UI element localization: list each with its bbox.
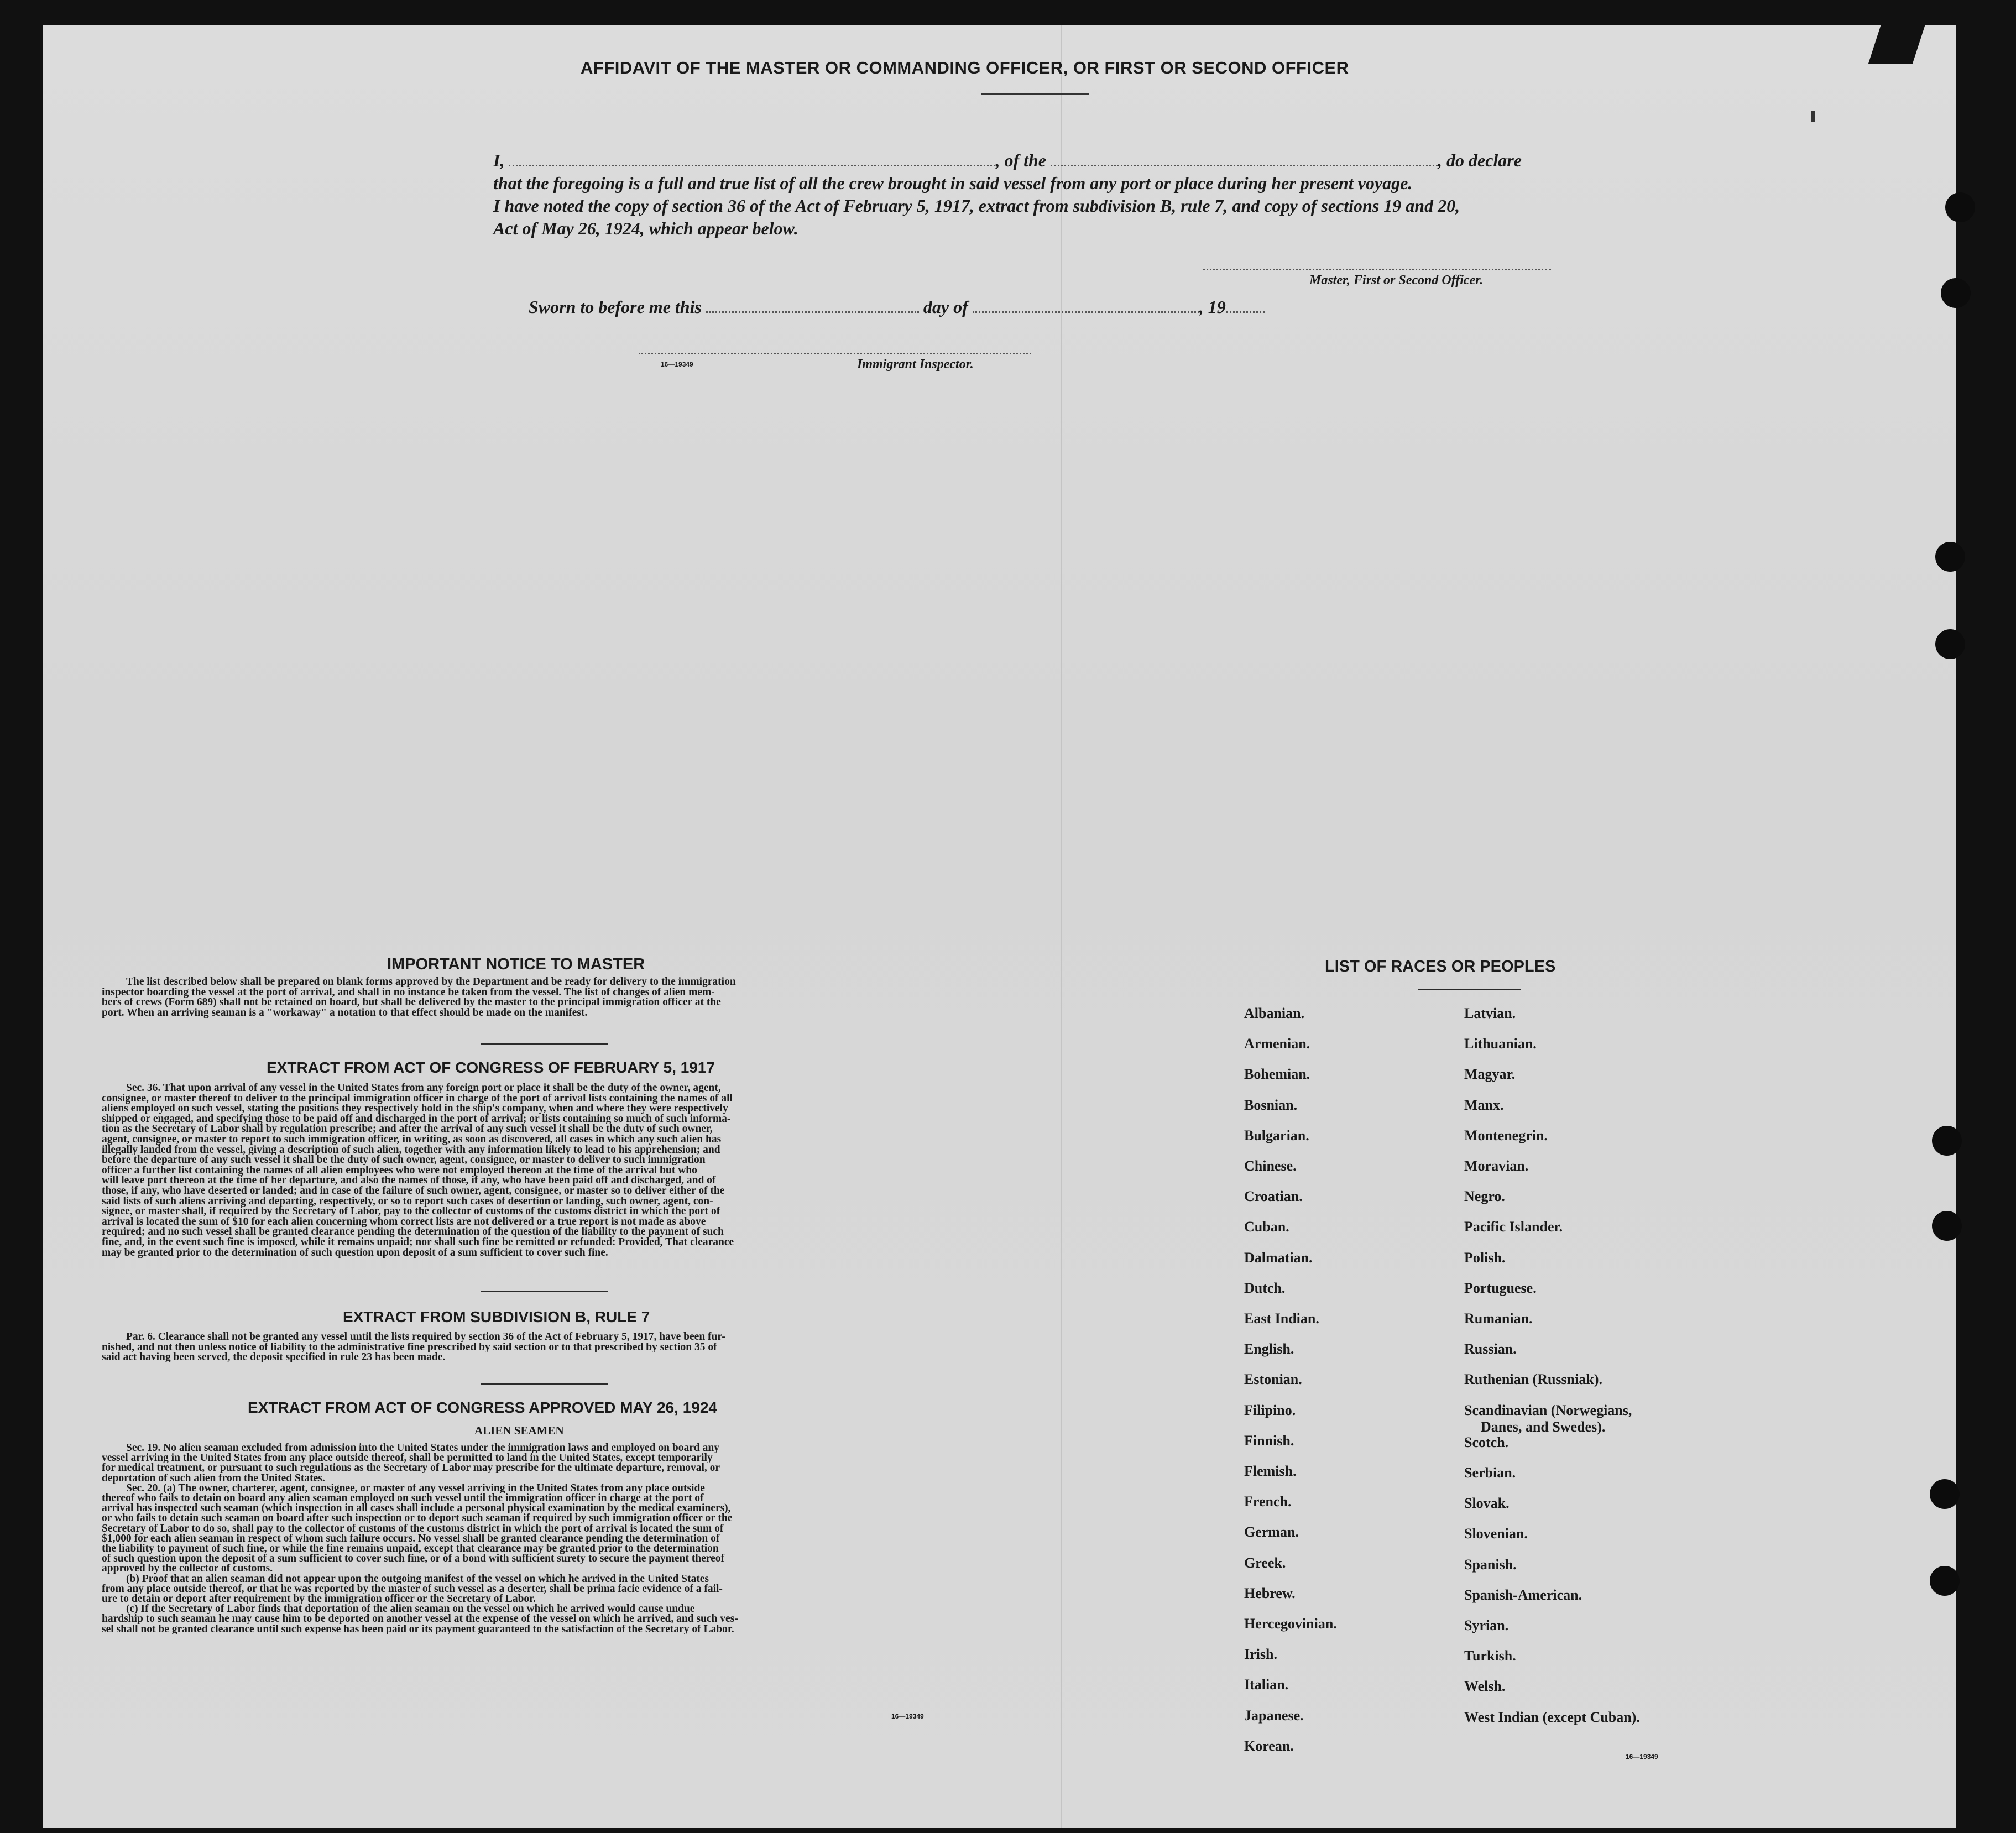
race-entry: Scandinavian (Norwegians, <box>1464 1402 1632 1418</box>
race-entry: French. <box>1244 1493 1292 1510</box>
race-entry: Slovak. <box>1464 1495 1510 1512</box>
extract-1924-text-line: approved by the collector of customs. <box>102 1563 273 1574</box>
race-entry: Dutch. <box>1244 1280 1286 1296</box>
extract-1917-text-line: said lists of such aliens arriving and departing, respectively, or so to report such cases of desertion or landing, such owner, agent, con- <box>102 1195 713 1207</box>
extract-1924-text-line: the liability to payment of such fine, or while the fine remains unpaid, except that clearance may be granted prior to the determination <box>102 1543 719 1554</box>
race-entry: Estonian. <box>1244 1371 1302 1388</box>
section-divider <box>481 1291 608 1292</box>
extract-1924-text-line: (b) Proof that an alien seaman did not appear upon the outgoing manifest of the vessel on which he arrived in the United States <box>126 1573 709 1584</box>
extract-1924-text-line: vessel arriving in the United States from any place outside thereof, shall be permitted to land in the United States, except temporarily <box>102 1453 713 1464</box>
race-entry: Negro. <box>1464 1188 1505 1205</box>
race-entry: Magyar. <box>1464 1066 1516 1083</box>
extract-1917-text-line: tion as the Secretary of Labor shall by regulation prescribe; and after the arrival of any such vessel it shall be the duty of such owner, <box>102 1124 713 1135</box>
extract-1917-text-line: signee, or master shall, if required by the Secretary of Labor, pay to the collector of customs of the customs district in which the port of <box>102 1206 720 1217</box>
form-number: 16—19349 <box>891 1712 924 1720</box>
extract-1917-text-line: consignee, or master thereof to deliver to the principal immigration officer in charge of the port of arrival lists containing the names of all <box>102 1093 733 1104</box>
extract-1917-text-line: agent, consignee, or master to report to such immigration officer, in writing, as soon as discovered, all cases in which any such alien has <box>102 1134 722 1145</box>
inspector-caption: Immigrant Inspector. <box>857 357 974 372</box>
race-entry: Slovenian. <box>1464 1526 1528 1542</box>
extract-1917-text-line: fine, and, in the event such fine is imposed, while it remains unpaid; nor shall such fine be remitted or refunded: Provided, That clearance <box>102 1237 734 1247</box>
notice-text-line: port. When an arriving seaman is a "workaway" a notation to that effect should be made on the manifest. <box>102 1007 588 1018</box>
race-entry: English. <box>1244 1341 1294 1357</box>
form-number: 16—19349 <box>1626 1753 1658 1761</box>
race-entry: Albanian. <box>1244 1005 1305 1021</box>
declarant-label: I, <box>493 150 505 170</box>
extract-1917-text-line: illegally landed from the vessel, giving a description of such alien, together with any information likely to lead to his apprehension; and <box>102 1144 720 1155</box>
punch-hole <box>1930 1566 1960 1596</box>
extract-1917-title: EXTRACT FROM ACT OF CONGRESS OF FEBRUARY 5, 1917 <box>267 1059 715 1076</box>
extract-1917-text-line: those, if any, who have deserted or landed; and in case of the failure of such owner, agent, consignee, or master so to deliver either of the <box>102 1186 725 1196</box>
punch-hole <box>1935 629 1965 659</box>
extract-1917-text-line: officer a further list containing the names of all alien employees who were not employed thereon at the time of the arrival but who <box>102 1164 697 1176</box>
extract-1917-text-line: will leave port thereon at the time of her departure, and also the names of those, if any, who have been paid off and discharged, and of <box>102 1175 716 1186</box>
race-entry: Serbian. <box>1464 1465 1516 1481</box>
race-entry: Croatian. <box>1244 1188 1303 1205</box>
extract-1917-text-line: before the departure of any such vessel it shall be the duty of such owner, agent, consignee, or master to deliver to such immigration <box>102 1155 706 1166</box>
inspector-signature-line[interactable] <box>639 353 1031 354</box>
extract-1924-text-line: deportation of such alien from the United States. <box>102 1472 325 1484</box>
day-of-label: day of <box>923 297 968 317</box>
race-entry: East Indian. <box>1244 1310 1319 1327</box>
race-entry: Manx. <box>1464 1096 1504 1113</box>
race-entry: Moravian. <box>1464 1158 1529 1174</box>
punch-hole <box>1945 192 1975 222</box>
extract-rule7-title: EXTRACT FROM SUBDIVISION B, RULE 7 <box>343 1308 650 1325</box>
sworn-label: Sworn to before me this <box>529 297 702 317</box>
extract-1917-text-line: Sec. 36. That upon arrival of any vessel in the United States from any foreign port or place it shall be the duty of the owner, agent, <box>126 1083 721 1093</box>
race-entry: Korean. <box>1244 1737 1294 1754</box>
race-entry: Armenian. <box>1244 1036 1310 1052</box>
race-entry: Turkish. <box>1464 1648 1516 1664</box>
declare-label: , do declare <box>1438 150 1522 170</box>
vessel-name-field[interactable] <box>1051 153 1438 166</box>
race-entry: Irish. <box>1244 1646 1277 1663</box>
race-entry: Danes, and Swedes). <box>1481 1418 1606 1435</box>
race-entry: Pacific Islander. <box>1464 1219 1563 1235</box>
extract-1924-text-line: Sec. 20. (a) The owner, charterer, agent, consignee, or master of any vessel arriving in the United States from any place outside <box>126 1482 705 1493</box>
extract-1924-text-line: of such question upon the deposit of a sum sufficient to cover such fine, or of a bond with sufficient surety to secure the payment thereof <box>102 1553 724 1564</box>
notice-text-line: bers of crews (Form 689) shall not be retained on board, but shall be delivered by the master to the principal immigration officer at the <box>102 997 721 1007</box>
race-entry: Bohemian. <box>1244 1066 1310 1083</box>
extract-1917-text-line: required; and no such vessel shall be granted clearance pending the determination of the question of the liability to the payment of such <box>102 1226 724 1237</box>
extract-1924-text-line: Secretary of Labor to do so, shall pay to the collector of customs of the customs district in which the port of arrival is located the sum of <box>102 1523 724 1534</box>
race-entry: Hercegovinian. <box>1244 1616 1337 1632</box>
sworn-line <box>529 297 1265 317</box>
race-entry: Rumanian. <box>1464 1310 1533 1327</box>
race-entry: Chinese. <box>1244 1158 1297 1174</box>
extract-1924-text-line: ure to detain or deport after requirement by the immigration officer or the Secretary of Labor. <box>102 1594 536 1604</box>
race-entry: Filipino. <box>1244 1402 1296 1418</box>
extract-1917-text-line: arrival is located the sum of $10 for each alien concerning whom correct lists are not delivered or a true report is not made as above <box>102 1216 706 1227</box>
form-number: 16—19349 <box>661 361 693 368</box>
affidavit-line-1 <box>493 150 1522 171</box>
punch-hole <box>1932 1126 1962 1156</box>
notice-title: IMPORTANT NOTICE TO MASTER <box>387 955 645 973</box>
race-entry: West Indian (except Cuban). <box>1464 1709 1640 1725</box>
sworn-day-field[interactable] <box>706 300 919 313</box>
extract-1924-text-line: sel shall not be granted clearance until such expense has been paid or its payment guaranteed to the satisfaction of the Secretary of Labor. <box>102 1623 734 1634</box>
races-title: LIST OF RACES OR PEOPLES <box>1325 958 1556 975</box>
race-entry: German. <box>1244 1524 1299 1540</box>
master-signature-caption: Master, First or Second Officer. <box>1309 273 1484 288</box>
extract-1917-text-line: shipped or engaged, and specifying those to be paid off and discharged in the port of arrival; or lists containing so much of such informa- <box>102 1113 731 1124</box>
punch-hole <box>1932 1211 1962 1241</box>
punch-hole <box>1941 278 1971 308</box>
notice-text-line: The list described below shall be prepared on blank forms approved by the Department and be ready for delivery to the immigration <box>126 976 736 987</box>
race-entry: Spanish-American. <box>1464 1586 1582 1603</box>
punch-hole <box>1930 1479 1960 1509</box>
extract-1924-text-line: arrival has inspected such seaman (which inspection in all cases shall include a personal physical examination by the medical examiners), <box>102 1503 731 1514</box>
extract-rule7-text-line: nished, and not then unless notice of liability to the administrative fine prescribed by said section or to that prescribed by section 35 of <box>102 1341 717 1352</box>
extract-1924-text-line: or who fails to detain such seaman on board after such inspection or to deport such seaman if required by such immigration officer or the <box>102 1513 733 1524</box>
race-entry: Greek. <box>1244 1554 1286 1571</box>
extract-1924-text-line: for medical treatment, or pursuant to such regulations as the Secretary of Labor may prescribe for the ultimate departure, removal, or <box>102 1463 720 1474</box>
race-entry: Dalmatian. <box>1244 1249 1313 1266</box>
section-divider <box>481 1043 608 1045</box>
race-entry: Italian. <box>1244 1677 1289 1693</box>
vessel-label: , of the <box>995 150 1046 170</box>
extract-1924-text-line: $1,000 for each alien seaman in respect of whom such failure occurs. No vessel shall be granted clearance pending the determination of <box>102 1533 720 1544</box>
race-entry: Russian. <box>1464 1341 1517 1357</box>
scan-mark <box>1811 111 1815 122</box>
affidavit-line-3: I have noted the copy of section 36 of the Act of February 5, 1917, extract from subdivision B, rule 7, and copy of sections 19 and 20, <box>493 196 1460 216</box>
alien-seamen-subtitle: ALIEN SEAMEN <box>474 1424 564 1437</box>
race-entry: Syrian. <box>1464 1617 1509 1633</box>
extract-1917-text-line: may be granted prior to the determination of such question upon deposit of a sum sufficient to cover such fine. <box>102 1247 608 1258</box>
race-entry: Ruthenian (Russniak). <box>1464 1371 1602 1388</box>
race-entry: Welsh. <box>1464 1678 1506 1695</box>
affidavit-title: AFFIDAVIT OF THE MASTER OR COMMANDING OFFICER, OR FIRST OR SECOND OFFICER <box>581 58 1349 77</box>
race-entry: Finnish. <box>1244 1432 1294 1449</box>
race-entry: Hebrew. <box>1244 1585 1296 1601</box>
race-entry: Montenegrin. <box>1464 1127 1548 1143</box>
races-title-underline <box>1418 989 1521 990</box>
extract-1917-text-line: aliens employed on such vessel, stating the positions they respectively hold in the ship's company, when and where they were respectively <box>102 1103 728 1114</box>
affidavit-line-2: that the foregoing is a full and true list of all the crew brought in said vessel from any port or place during her present voyage. <box>493 173 1413 193</box>
title-underline <box>981 93 1089 95</box>
extract-1924-text-line: (c) If the Secretary of Labor finds that deportation of the alien seaman on the vessel on which he arrived would cause undue <box>126 1604 695 1615</box>
punch-hole <box>1935 542 1965 572</box>
extract-1924-text-line: from any place outside thereof, or that he was reported by the master of such vessel as a deserter, shall be prima facie evidence of a fail- <box>102 1583 723 1594</box>
sworn-year-field[interactable] <box>1226 300 1265 313</box>
sworn-month-field[interactable] <box>973 300 1199 313</box>
extract-1924-text-line: thereof who fails to detain on board any alien seaman employed on such vessel until the immigration officer in charge at the port of <box>102 1493 704 1503</box>
race-entry: Polish. <box>1464 1249 1506 1266</box>
race-entry: Scotch. <box>1464 1434 1509 1450</box>
race-entry: Japanese. <box>1244 1707 1304 1724</box>
race-entry: Cuban. <box>1244 1219 1289 1235</box>
race-entry: Bulgarian. <box>1244 1127 1309 1143</box>
race-entry: Lithuanian. <box>1464 1036 1537 1052</box>
section-divider <box>481 1383 608 1385</box>
race-entry: Portuguese. <box>1464 1280 1537 1296</box>
declarant-name-field[interactable] <box>509 153 995 166</box>
race-entry: Spanish. <box>1464 1556 1517 1573</box>
year-label: , 19 <box>1199 297 1226 317</box>
extract-1924-text-line: hardship to such seaman he may cause him to be deported on another vessel at the expense of the vessel on which he arrived, and such ves- <box>102 1613 738 1625</box>
notice-text-line: inspector boarding the vessel at the port of arrival, and shall in no instance be taken from the vessel. The list of changes of alien mem- <box>102 986 715 998</box>
affidavit-line-4: Act of May 26, 1924, which appear below. <box>493 218 798 238</box>
extract-1924-title: EXTRACT FROM ACT OF CONGRESS APPROVED MAY 26, 1924 <box>248 1399 717 1416</box>
page-fold <box>1061 25 1062 1828</box>
extract-rule7-text-line: Par. 6. Clearance shall not be granted any vessel until the lists required by section 36 of the Act of February 5, 1917, have been fur- <box>126 1331 725 1342</box>
extract-rule7-text-line: said act having been served, the deposit specified in rule 23 has been made. <box>102 1352 446 1363</box>
master-signature-line[interactable] <box>1203 269 1551 270</box>
race-entry: Flemish. <box>1244 1463 1297 1479</box>
extract-1924-text-line: Sec. 19. No alien seaman excluded from admission into the United States under the immigration laws and employed on board any <box>126 1443 719 1453</box>
race-entry: Bosnian. <box>1244 1096 1298 1113</box>
race-entry: Latvian. <box>1464 1005 1516 1021</box>
